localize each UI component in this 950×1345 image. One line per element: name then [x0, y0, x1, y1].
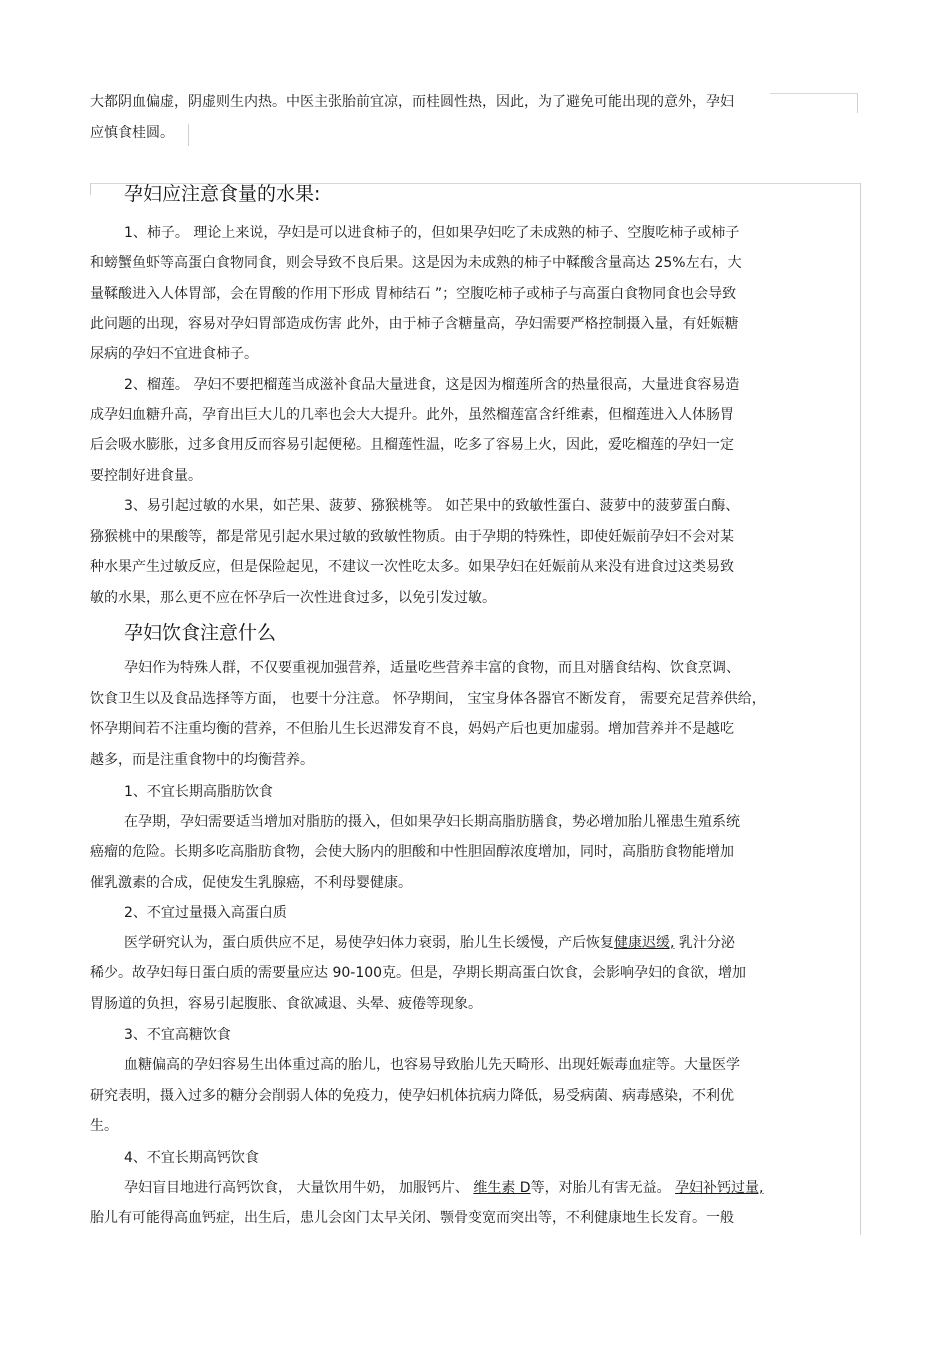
body-text-line: 尿病的孕妇不宜进食柿子。 — [90, 346, 258, 362]
frame-line — [860, 183, 861, 1235]
body-text-line: 胎儿有可能得高血钙症，出生后，患儿会囟门太早关闭、颚骨变宽而突出等，不利健康地生长发育。一般 — [90, 1210, 734, 1226]
body-text-line: 3、易引起过敏的水果，如芒果、菠萝、猕猴桃等。 如芒果中的致敏性蛋白、菠萝中的菠萝蛋白酶、 — [124, 498, 740, 514]
subheading: 2、不宜过量摄入高蛋白质 — [124, 905, 287, 921]
body-text-line: 血糖偏高的孕妇容易生出体重过高的胎儿，也容易导致胎儿先天畸形、出现妊娠毒血症等。大量医学 — [124, 1057, 740, 1073]
body-text-line: 此问题的出现，容易对孕妇胃部造成伤害 此外，由于柿子含糖量高，孕妇需要严格控制摄入量，有妊娠糖 — [90, 316, 739, 332]
body-text-line: 和螃蟹鱼虾等高蛋白食物同食，则会导致不良后果。这是因为未成熟的柿子中鞣酸含量高达 25%左右，大 — [90, 255, 742, 271]
body-text-line: 应慎食桂圆。 — [90, 125, 174, 141]
body-text-line: 越多，而是注重食物中的均衡营养。 — [90, 752, 314, 768]
text-segment: 等，对胎儿有害无益。 — [530, 1180, 676, 1196]
body-text-line: 量鞣酸进入人体胃部，会在胃酸的作用下形成 胃柿结石 ”；空腹吃柿子或柿子与高蛋白食物同食也会导致 — [90, 286, 737, 302]
frame-line — [90, 183, 91, 195]
body-text-line: 胃肠道的负担，容易引起腹胀、食欲减退、头晕、疲倦等现象。 — [90, 996, 482, 1012]
body-text-line: 种水果产生过敏反应，但是保险起见，不建议一次性吃太多。如果孕妇在妊娠前从来没有进食过这类易致 — [90, 559, 734, 575]
body-text-line: 成孕妇血糖升高，孕育出巨大儿的几率也会大大提升。此外，虽然榴莲富含纤维素，但榴莲进入人体肠胃 — [90, 407, 734, 423]
body-text-line: 稀少。故孕妇每日蛋白质的需要量应达 90-100克。但是，孕期长期高蛋白饮食，会影响孕妇的食欲，增加 — [90, 965, 747, 981]
vitamin-d-link[interactable]: 维生素 D — [473, 1180, 531, 1196]
frame-line — [857, 93, 858, 113]
body-text-line: 生。 — [90, 1118, 118, 1134]
subheading: 3、不宜高糖饮食 — [124, 1027, 231, 1043]
section-heading: 孕妇饮食注意什么 — [124, 622, 277, 644]
frame-line — [770, 93, 858, 94]
text-segment: 乳汁分泌 — [674, 935, 735, 951]
text-segment: 孕妇盲目地进行高钙饮食， 大量饮用牛奶， 加服钙片、 — [124, 1180, 474, 1196]
calcium-supplement-link[interactable]: 孕妇补钙过量, — [675, 1180, 764, 1196]
body-text-line — [124, 933, 735, 953]
body-text-line: 在孕期，孕妇需要适当增加对脂肪的摄入，但如果孕妇长期高脂肪膳食，势必增加胎儿罹患生殖系统 — [124, 814, 740, 830]
body-text-line: 癌瘤的危险。长期多吃高脂肪食物，会使大肠内的胆酸和中性胆固醇浓度增加，同时，高脂肪食物能增加 — [90, 844, 734, 860]
body-text-line: 怀孕期间若不注重均衡的营养，不但胎儿生长迟滞发育不良，妈妈产后也更加虚弱。增加营养并不是越吃 — [90, 721, 734, 737]
body-text-line: 敏的水果，那么更不应在怀孕后一次性进食过多，以免引发过敏。 — [90, 590, 496, 606]
body-text-line — [124, 1178, 764, 1198]
body-text-line: 1、柿子。 理论上来说，孕妇是可以进食柿子的，但如果孕妇吃了未成熟的柿子、空腹吃柿子或柿子 — [124, 225, 740, 241]
body-text-line: 2、榴莲。 孕妇不要把榴莲当成滋补食品大量进食，这是因为榴莲所含的热量很高，大量进食容易造 — [124, 377, 740, 393]
text-segment: 医学研究认为，蛋白质供应不足，易使孕妇体力衰弱，胎儿生长缓慢，产后恢复 — [124, 935, 614, 951]
subheading: 4、不宜长期高钙饮食 — [124, 1150, 259, 1166]
frame-line — [188, 124, 189, 146]
body-text-line: 猕猴桃中的果酸等，都是常见引起水果过敏的致敏性物质。由于孕期的特殊性，即使妊娠前孕妇不会对某 — [90, 529, 734, 545]
body-text-line: 饮食卫生以及食品选择等方面， 也要十分注意。 怀孕期间， 宝宝身体各器官不断发育， 需要充足营养供给， — [90, 691, 766, 707]
subheading: 1、不宜长期高脂肪饮食 — [124, 784, 273, 800]
section-heading: 孕妇应注意食量的水果: — [124, 183, 321, 205]
body-text-line: 大都阴血偏虚，阴虚则生内热。中医主张胎前宜凉，而桂圆性热，因此，为了避免可能出现的意外，孕妇 — [90, 94, 734, 110]
body-text-line: 要控制好进食量。 — [90, 468, 202, 484]
body-text-line: 后会吸水膨胀，过多食用反而容易引起便秘。且榴莲性温，吃多了容易上火，因此，爱吃榴莲的孕妇一定 — [90, 437, 734, 453]
body-text-line: 孕妇作为特殊人群，不仅要重视加强营养，适量吃些营养丰富的食物，而且对膳食结构、饮食烹调、 — [124, 660, 740, 676]
body-text-line: 研究表明，摄入过多的糖分会削弱人体的免疫力，使孕妇机体抗病力降低，易受病菌、病毒感染，不利优 — [90, 1088, 734, 1104]
body-text-line: 催乳激素的合成，促使发生乳腺癌，不利母婴健康。 — [90, 875, 412, 891]
health-recovery-link[interactable]: 健康迟缓, — [614, 935, 675, 951]
